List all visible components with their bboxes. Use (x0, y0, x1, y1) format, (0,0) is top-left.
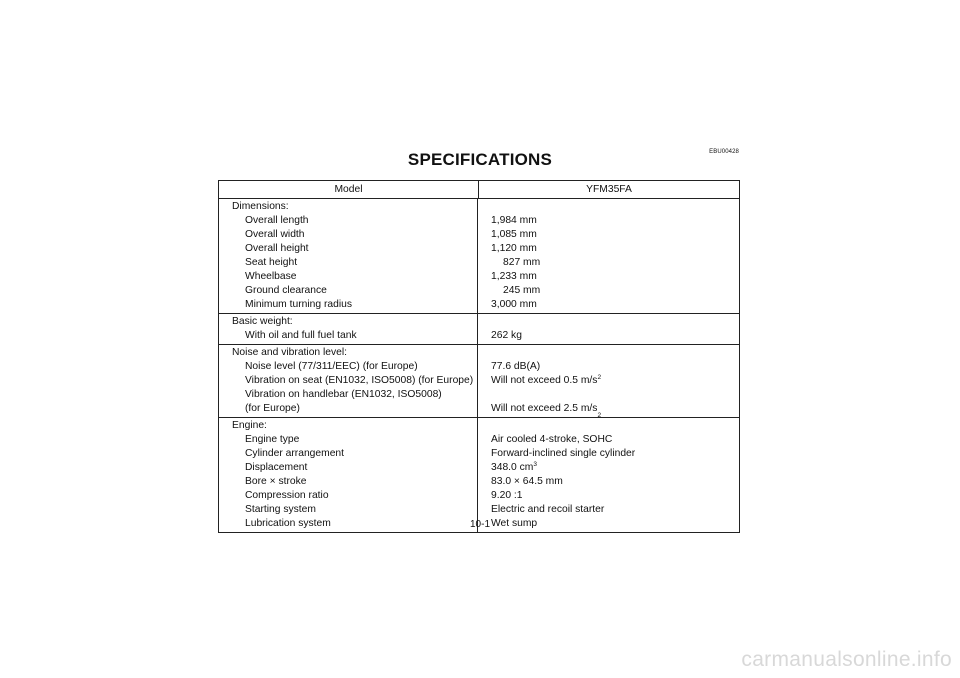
spec-value: Will not exceed 2.5 m/s 2 (491, 403, 602, 419)
section-heading: Engine: (232, 420, 267, 431)
spec-value: Forward-inclined single cylinder (491, 448, 636, 459)
spec-label: Compression ratio (245, 490, 329, 501)
spec-value: 348.0 $cm^3$ (491, 461, 537, 473)
spec-label: Ground clearance (245, 285, 327, 296)
spec-value: Electric and recoil starter (491, 504, 605, 515)
spec-label: Vibration on seat (EN1032, ISO5008) (for Europe) (245, 375, 474, 386)
section-engine (219, 418, 739, 532)
superscript: 2 (597, 374, 602, 381)
section-basic-weight (219, 314, 739, 345)
watermark-text: carmanualsonline.info (741, 648, 952, 671)
spec-value: 827 mm (503, 257, 541, 268)
spec-label: With oil and full fuel tank (245, 330, 357, 341)
spec-value: 1,233 mm (491, 271, 537, 282)
spec-label: Displacement (245, 462, 308, 473)
spec-label: Engine type (245, 434, 300, 445)
section-dimensions (219, 199, 739, 314)
spec-label: Cylinder arrangement (245, 448, 345, 459)
spec-value: 1,085 mm (491, 229, 537, 240)
spec-value: Wet sump (491, 518, 538, 529)
spec-label: Seat height (245, 257, 298, 268)
spec-value: 9.20 :1 (491, 490, 523, 501)
spec-label: Minimum turning radius (245, 299, 353, 310)
spec-label: Wheelbase (245, 271, 297, 282)
spec-label: Overall height (245, 243, 309, 254)
section-heading: Basic weight: (232, 316, 293, 327)
spec-label: Overall width (245, 229, 305, 240)
spec-value: 77.6 dB(A) (491, 361, 541, 372)
spec-label: Noise level (77/311/EEC) (for Europe) (245, 361, 418, 372)
spec-value: 245 mm (503, 285, 541, 296)
spec-value: 1,984 mm (491, 215, 537, 226)
page-number: 10-1 (469, 519, 490, 530)
model-label: Model (219, 181, 479, 198)
spec-label-continued: (for Europe) (245, 403, 300, 414)
spec-label: Lubrication system (245, 518, 331, 529)
table-header-row (219, 181, 739, 199)
spec-value: 83.0 × 64.5 mm (491, 476, 563, 487)
spec-value: 262 kg (491, 330, 522, 341)
section-heading: Dimensions: (232, 201, 289, 212)
section-heading: Noise and vibration level: (232, 347, 348, 358)
spec-value: 1,120 mm (491, 243, 537, 254)
model-value: YFM35FA (586, 184, 632, 195)
section-noise-vibration (219, 345, 739, 418)
spec-value: 3,000 mm (491, 299, 537, 310)
spec-label: Bore × stroke (245, 476, 307, 487)
page-title: SPECIFICATIONS (407, 150, 553, 169)
specifications-table (218, 180, 740, 533)
spec-label: Overall length (245, 215, 309, 226)
spec-value: Air cooled 4-stroke, SOHC (491, 434, 613, 445)
spec-label: Starting system (245, 504, 316, 515)
superscript: 3 (533, 461, 537, 468)
spec-label: Vibration on handlebar (EN1032, ISO5008) (245, 389, 442, 400)
document-code: EBU00428 (709, 149, 739, 155)
spec-value: Will not exceed 0.5 $m/s^2$ (491, 374, 602, 386)
